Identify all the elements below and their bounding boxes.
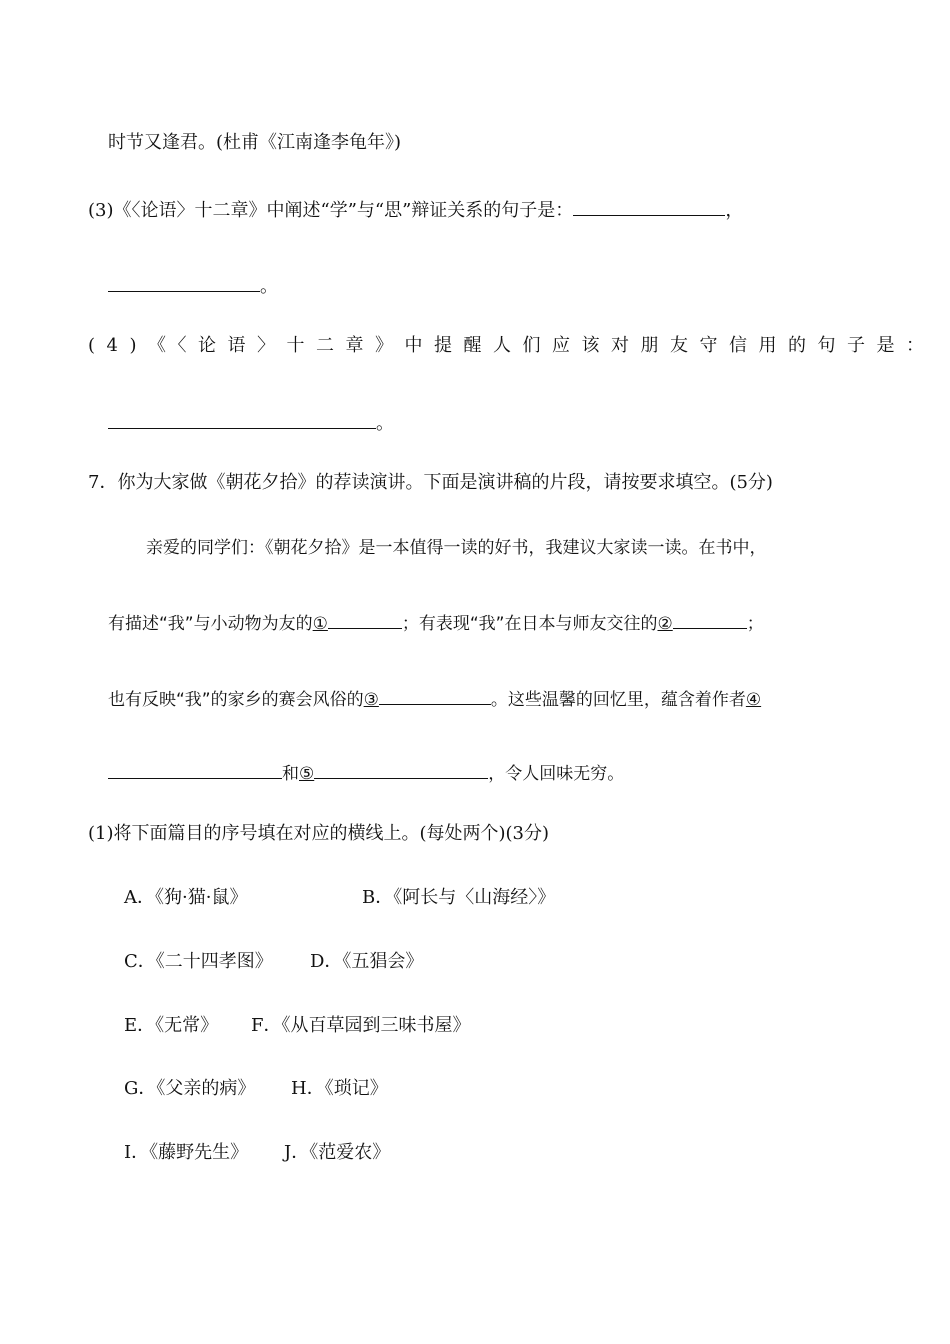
question-4: (4)《〈论语〉十二章》中提醒人们应该对朋友守信用的句子是：	[88, 335, 936, 356]
question-4-line2	[108, 410, 394, 436]
answer-blank-7-4[interactable]	[108, 760, 282, 779]
option-j: J．《范爱农》	[284, 1142, 391, 1163]
speech-text: ；	[746, 614, 764, 634]
speech-paragraph-2	[108, 610, 764, 636]
speech-text: ；有表现“我”在日本与师友交往的	[401, 614, 658, 634]
answer-blank-7-1[interactable]	[328, 610, 402, 629]
marker-1: ①	[312, 614, 328, 634]
option-a: A．《狗·猫·鼠》	[124, 887, 248, 908]
marker-5: ⑤	[299, 764, 315, 784]
poem-line: 时节又逢君。(杜甫《江南逢李龟年》)	[108, 132, 402, 153]
option-e: E．《无常》	[124, 1015, 219, 1036]
option-b: B．《阿长与〈山海经〉》	[362, 887, 556, 908]
option-f: F．《从百草园到三味书屋》	[251, 1015, 471, 1036]
speech-text: 和	[282, 764, 299, 784]
option-i: I．《藤野先生》	[124, 1142, 249, 1163]
speech-paragraph-3	[108, 686, 761, 712]
speech-text: 。这些温馨的回忆里，蕴含着作者	[490, 690, 746, 710]
option-c: C．《二十四孝图》	[124, 951, 273, 972]
speech-paragraph-1: 亲爱的同学们：《朝花夕拾》是一本值得一读的好书，我建议大家读一读。在书中，	[146, 538, 767, 558]
question-3-text: (3)《〈论语〉十二章》中阐述“学”与“思”辩证关系的句子是：	[88, 200, 574, 221]
answer-blank-7-3[interactable]	[379, 686, 491, 705]
question-3	[88, 197, 743, 223]
answer-blank-7-5[interactable]	[314, 760, 488, 779]
sub-question-1: (1)将下面篇目的序号填在对应的横线上。(每处两个)(3分)	[88, 823, 550, 844]
question-7-title: 7．你为大家做《朝花夕拾》的荐读演讲。下面是演讲稿的片段，请按要求填空。(5分)	[88, 472, 773, 493]
question-3-line2	[108, 273, 278, 299]
option-d: D．《五猖会》	[310, 951, 424, 972]
speech-text: 也有反映“我”的家乡的赛会风俗的	[108, 690, 364, 710]
marker-2: ②	[657, 614, 673, 634]
answer-blank-3b[interactable]	[108, 273, 260, 292]
answer-blank-7-2[interactable]	[673, 610, 747, 629]
answer-blank-4[interactable]	[108, 410, 376, 429]
marker-3: ③	[363, 690, 379, 710]
marker-4: ④	[745, 690, 762, 710]
question-3-end: 。	[260, 276, 278, 297]
speech-text: ，令人回味无穷。	[488, 764, 625, 784]
speech-text: 有描述“我”与小动物为友的	[108, 614, 313, 634]
option-g: G．《父亲的病》	[124, 1078, 256, 1099]
option-h: H．《琐记》	[291, 1078, 388, 1099]
answer-blank-3a[interactable]	[573, 197, 725, 216]
speech-paragraph-4	[108, 760, 624, 786]
question-3-comma: ，	[725, 200, 744, 221]
question-4-end: 。	[376, 413, 394, 434]
